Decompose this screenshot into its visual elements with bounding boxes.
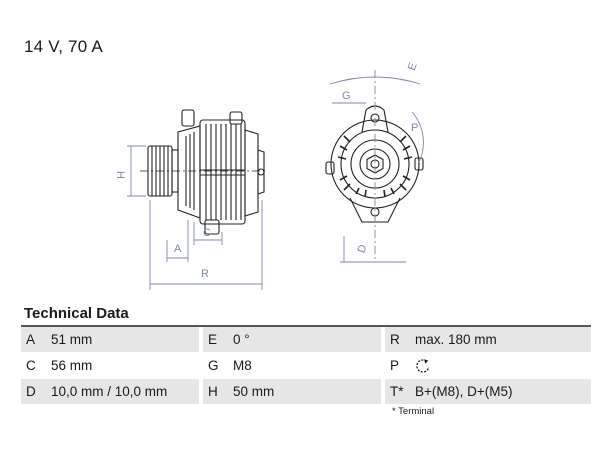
spec-key: G: [203, 353, 233, 379]
dimension-label-e: E: [405, 61, 420, 73]
spec-value: M8: [233, 353, 381, 379]
spec-value: 0 °: [233, 327, 381, 353]
rotation-direction-value: [415, 353, 591, 379]
table-row: [21, 327, 591, 353]
spec-key: T*: [385, 379, 415, 405]
spec-value: 56 mm: [51, 353, 199, 379]
spec-key: E: [203, 327, 233, 353]
table-row: [21, 353, 591, 379]
dimension-label-g: G: [342, 90, 351, 102]
spec-key: R: [385, 327, 415, 353]
dimension-label-a: A: [174, 243, 182, 255]
alternator-side-view: [140, 110, 268, 234]
spec-value: 51 mm: [51, 327, 199, 353]
spec-value: 10,0 mm / 10,0 mm: [51, 379, 199, 405]
dimension-label-p: P: [411, 122, 419, 134]
footnote: * Terminal: [392, 406, 435, 417]
dimension-label-c: C: [203, 227, 211, 239]
product-headline: 14 V, 70 A: [24, 37, 103, 56]
alternator-front-view: [326, 106, 423, 222]
dimension-label-d: D: [355, 243, 370, 255]
dimension-label-h: H: [114, 171, 126, 179]
spec-key: P: [385, 353, 415, 379]
cooling-fins: [186, 124, 241, 220]
counterclockwise-rotation-icon: [415, 358, 431, 374]
spec-value: 50 mm: [233, 379, 381, 405]
technical-data-title: Technical Data: [24, 305, 129, 322]
side-view-dimension-labels: [114, 171, 211, 280]
spec-value: max. 180 mm: [415, 327, 591, 353]
spec-key: D: [21, 379, 51, 405]
spec-key: H: [203, 379, 233, 405]
table-row: [21, 379, 591, 405]
technical-data-table: [21, 327, 591, 404]
spec-key: C: [21, 353, 51, 379]
spec-key: A: [21, 327, 51, 353]
dimension-label-r: R: [201, 268, 209, 280]
spec-value: B+(M8), D+(M5): [415, 379, 591, 405]
